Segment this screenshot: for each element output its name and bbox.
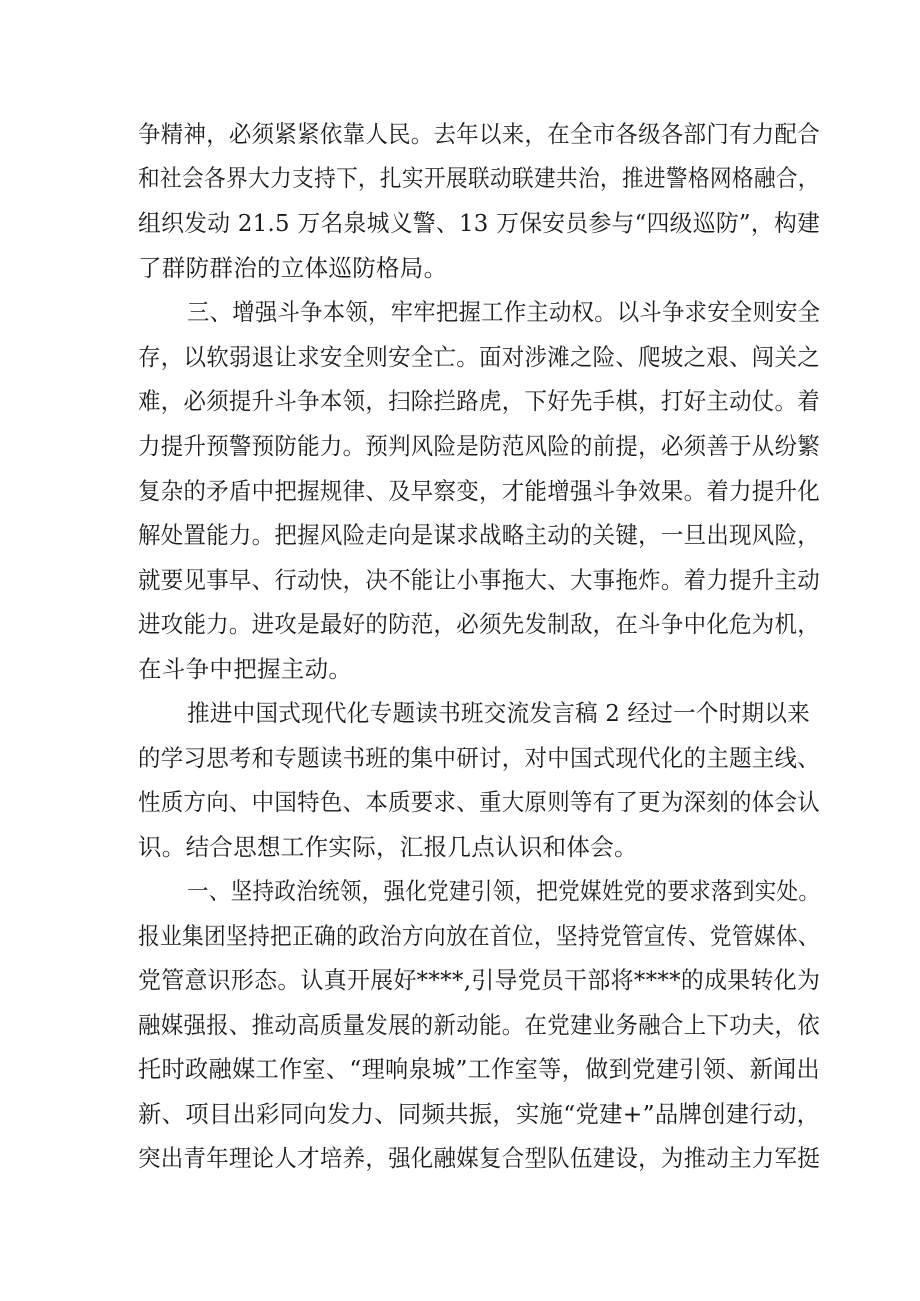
text-line: 了群防群治的立体巡防格局。 [138,254,448,282]
text-line: 突出青年理论人才培养，强化融媒复合型队伍建设，为推动主力军挺 [138,1144,821,1172]
text-line: 复杂的矛盾中把握规律、及早察变，才能增强斗争效果。着力提升化 [138,477,821,505]
text-line: 难，必须提升斗争本领，扫除拦路虎，下好先手棋，打好主动仗。着 [138,387,821,415]
paragraph-start-line: 三、增强斗争本领，牢牢把握工作主动权。以斗争求安全则安全 [187,298,821,326]
paragraph-start-line: 一、坚持政治统领，强化党建引领，把党媒姓党的要求落到实处。 [187,877,821,905]
text-line: 组织发动 21.5 万名泉城义警、13 万保安员参与“四级巡防”，构建 [138,209,821,237]
text-line: 就要见事早、行动快，决不能让小事拖大、大事拖炸。着力提升主动 [138,566,821,594]
text-line: 性质方向、中国特色、本质要求、重大原则等有了更为深刻的体会认 [138,788,821,816]
text-line: 争精神，必须紧紧依靠人民。去年以来，在全市各级各部门有力配合 [138,120,821,148]
text-line: 存，以软弱退让求安全则安全亡。面对涉滩之险、爬坡之艰、闯关之 [138,343,821,371]
text-line: 党管意识形态。认真开展好****,引导党员干部将****的成果转化为 [138,966,821,994]
paragraph-start-line: 推进中国式现代化专题读书班交流发言稿 2 经过一个时期以来 [187,699,811,727]
text-line: 在斗争中把握主动。 [138,655,353,683]
text-line: 识。结合思想工作实际，汇报几点认识和体会。 [138,833,638,861]
text-line: 解处置能力。把握风险走向是谋求战略主动的关键，一旦出现风险， [138,521,821,549]
text-line: 报业集团坚持把正确的政治方向放在首位，坚持党管宣传、党管媒体、 [138,922,820,950]
text-line: 托时政融媒工作室、“理响泉城”工作室等，做到党建引领、新闻出 [138,1055,821,1083]
text-line: 的学习思考和专题读书班的集中研讨，对中国式现代化的主题主线、 [138,744,821,772]
text-line: 力提升预警预防能力。预判风险是防范风险的前提，必须善于从纷繁 [138,432,821,460]
text-line: 融媒强报、推动高质量发展的新动能。在党建业务融合上下功夫，依 [138,1011,821,1039]
text-line: 和社会各界大力支持下，扎实开展联动联建共治，推进警格网格融合， [138,164,820,192]
text-line: 新、项目出彩同向发力、同频共振，实施“党建+”品牌创建行动， [138,1100,821,1128]
text-line: 进攻能力。进攻是最好的防范，必须先发制敌，在斗争中化危为机， [138,610,821,638]
